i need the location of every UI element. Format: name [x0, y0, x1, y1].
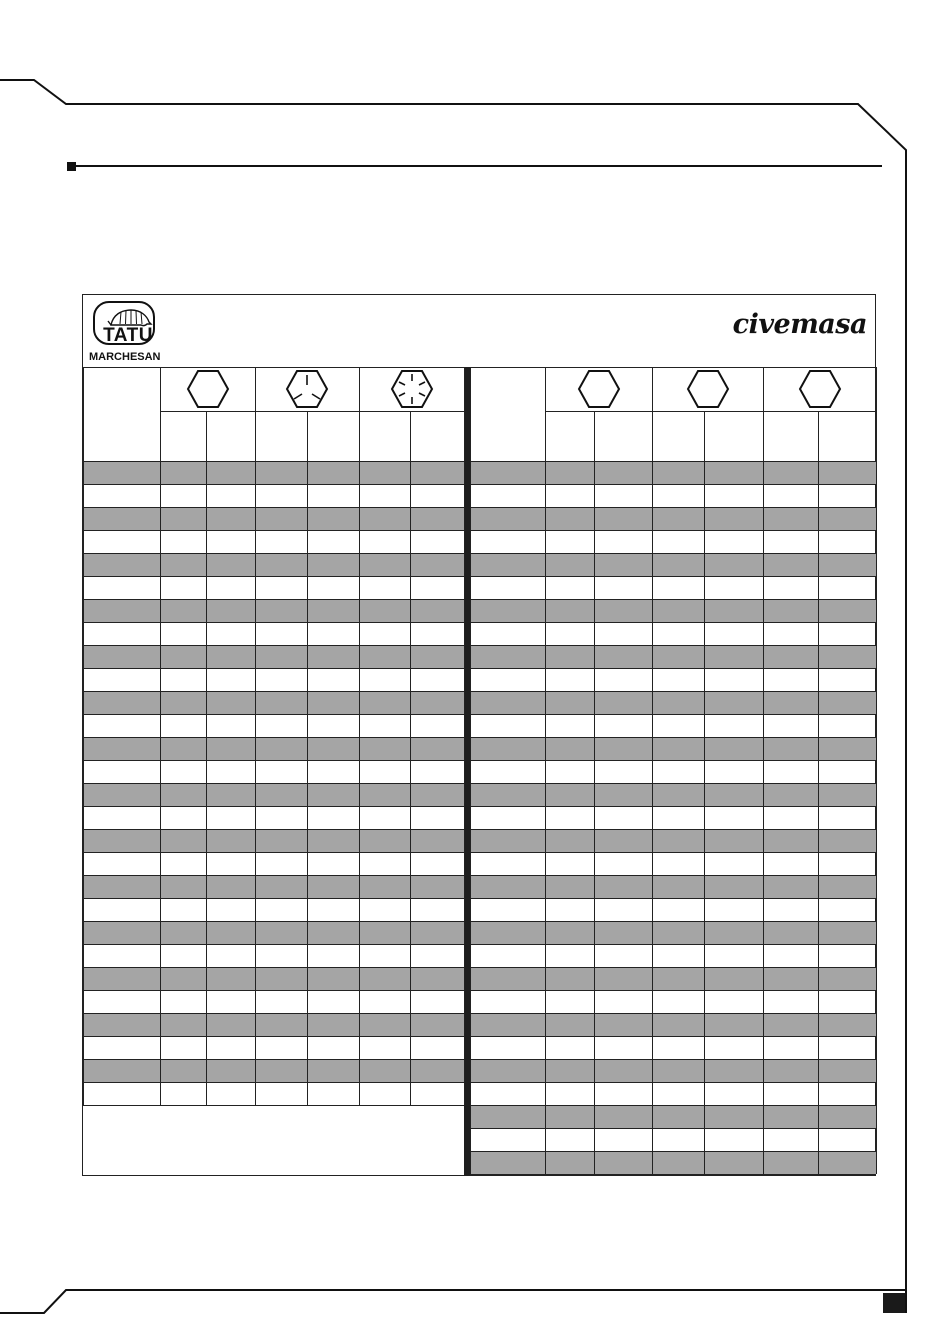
right-block-row-shade	[470, 1151, 876, 1174]
left-block-row-rule	[83, 875, 464, 876]
right-block-row-shade	[470, 507, 876, 530]
left-block-row-rule	[83, 852, 464, 853]
left-block-row-rule	[83, 484, 464, 485]
left-block-row-rule	[83, 1082, 464, 1083]
right-block-row-shade	[470, 737, 876, 760]
hexagon-icon	[686, 369, 730, 409]
right-block-column-rule	[470, 367, 471, 1174]
left-block-row-rule	[83, 1036, 464, 1037]
right-block-row-rule	[470, 507, 876, 508]
tri-slot-hexagon-icon	[285, 369, 329, 409]
fastener-table-sheet	[82, 294, 876, 1176]
right-block-row-shade	[470, 783, 876, 806]
left-block-empty-area	[83, 1108, 464, 1176]
left-block-row-rule	[83, 1059, 464, 1060]
left-block-row-shade	[83, 967, 464, 990]
left-block-row-rule	[83, 921, 464, 922]
marchesan-wordmark: MARCHESAN	[89, 351, 161, 363]
section-marker	[67, 162, 76, 171]
right-block-row-rule	[470, 645, 876, 646]
right-block-row-shade	[470, 1059, 876, 1082]
left-block-row-rule	[83, 1105, 464, 1106]
right-block-row-rule	[470, 737, 876, 738]
right-block-row-rule	[470, 1013, 876, 1014]
left-block-row-rule	[83, 898, 464, 899]
left-block-row-shade	[83, 461, 464, 484]
right-block-row-rule	[470, 1036, 876, 1037]
right-block-column-rule	[594, 411, 595, 1174]
section-rule	[76, 165, 882, 167]
right-block-row-rule	[470, 1174, 876, 1175]
hexagon-icon	[798, 369, 842, 409]
right-block-row-rule	[470, 967, 876, 968]
left-block-row-shade	[83, 921, 464, 944]
right-block-row-shade	[470, 461, 876, 484]
left-block-row-shade	[83, 1013, 464, 1036]
left-block-row-rule	[83, 576, 464, 577]
right-block-row-shade	[470, 921, 876, 944]
right-block-column-rule	[704, 411, 705, 1174]
right-block-row-rule	[470, 783, 876, 784]
left-block-row-rule	[83, 645, 464, 646]
tatu-badge	[93, 301, 155, 345]
right-block-column-rule	[876, 367, 877, 1174]
right-block-row-rule	[470, 1151, 876, 1152]
right-block-row-shade	[470, 1013, 876, 1036]
right-block-row-shade	[470, 691, 876, 714]
left-block-row-rule	[83, 967, 464, 968]
right-block-row-rule	[470, 829, 876, 830]
left-block-row-shade	[83, 645, 464, 668]
tatu-wordmark: TATU	[103, 325, 153, 346]
left-block-row-rule	[83, 668, 464, 669]
right-block-row-rule	[470, 484, 876, 485]
left-block-row-shade	[83, 599, 464, 622]
right-block-row-shade	[470, 599, 876, 622]
left-block-column-rule	[359, 367, 360, 1105]
tatu-marchesan-logo	[89, 299, 171, 363]
left-block-column-rule	[255, 367, 256, 1105]
right-block-row-rule	[470, 944, 876, 945]
right-block-column-rule	[652, 367, 653, 1174]
left-block-row-rule	[83, 737, 464, 738]
right-block-row-rule	[470, 553, 876, 554]
right-block-row-rule	[470, 990, 876, 991]
hexagon-icon	[186, 369, 230, 409]
left-block-row-rule	[83, 461, 464, 462]
right-block-row-rule	[470, 691, 876, 692]
left-block-row-rule	[83, 599, 464, 600]
right-block-row-rule	[470, 530, 876, 531]
right-block-row-rule	[470, 714, 876, 715]
left-block-row-shade	[83, 691, 464, 714]
right-block-row-rule	[470, 1105, 876, 1106]
page-corner-mark	[883, 1293, 905, 1313]
right-block-row-rule	[470, 622, 876, 623]
left-block-column-rule	[160, 367, 161, 1105]
right-block-row-rule	[470, 898, 876, 899]
right-block-row-rule	[470, 668, 876, 669]
right-block-row-rule	[470, 1128, 876, 1129]
left-block-row-rule	[83, 990, 464, 991]
left-block-row-rule	[83, 829, 464, 830]
right-block-row-shade	[470, 1105, 876, 1128]
right-block-row-shade	[470, 553, 876, 576]
left-block-row-rule	[83, 783, 464, 784]
right-block-row-rule	[470, 1082, 876, 1083]
right-block-row-shade	[470, 967, 876, 990]
right-block-row-rule	[470, 576, 876, 577]
left-block-row-rule	[83, 806, 464, 807]
left-block-row-shade	[83, 737, 464, 760]
fastener-grid	[83, 367, 875, 1176]
hexagon-icon	[577, 369, 621, 409]
brand-header	[83, 295, 875, 368]
left-block-row-rule	[83, 622, 464, 623]
left-block-row-shade	[83, 783, 464, 806]
left-block-column-rule	[410, 411, 411, 1105]
six-slot-hexagon-icon	[390, 369, 434, 409]
left-block-row-rule	[83, 691, 464, 692]
right-block-row-rule	[470, 806, 876, 807]
right-block-row-rule	[470, 921, 876, 922]
left-block-row-shade	[83, 829, 464, 852]
left-block-row-rule	[83, 553, 464, 554]
left-block-column-rule	[464, 367, 465, 1105]
left-block-row-rule	[83, 530, 464, 531]
left-block-row-rule	[83, 1013, 464, 1014]
left-block-column-rule	[83, 367, 84, 1105]
left-block-row-rule	[83, 944, 464, 945]
right-block-row-rule	[470, 461, 876, 462]
left-block-row-rule	[83, 507, 464, 508]
left-block-row-rule	[83, 714, 464, 715]
left-block-column-rule	[307, 411, 308, 1105]
left-block-row-rule	[83, 760, 464, 761]
right-block-column-rule	[545, 367, 546, 1174]
right-block-column-rule	[818, 411, 819, 1174]
civemasa-logo: civemasa	[732, 309, 867, 340]
left-block-row-shade	[83, 875, 464, 898]
right-block-column-rule	[763, 367, 764, 1174]
left-block-row-shade	[83, 553, 464, 576]
left-block-row-shade	[83, 1059, 464, 1082]
left-block-column-rule	[206, 411, 207, 1105]
right-block-row-shade	[470, 829, 876, 852]
right-block-row-rule	[470, 760, 876, 761]
right-block-row-rule	[470, 1059, 876, 1060]
right-block-row-shade	[470, 645, 876, 668]
right-block-row-rule	[470, 599, 876, 600]
left-block-row-shade	[83, 507, 464, 530]
right-block-row-rule	[470, 852, 876, 853]
right-block-row-shade	[470, 875, 876, 898]
right-block-row-rule	[470, 875, 876, 876]
